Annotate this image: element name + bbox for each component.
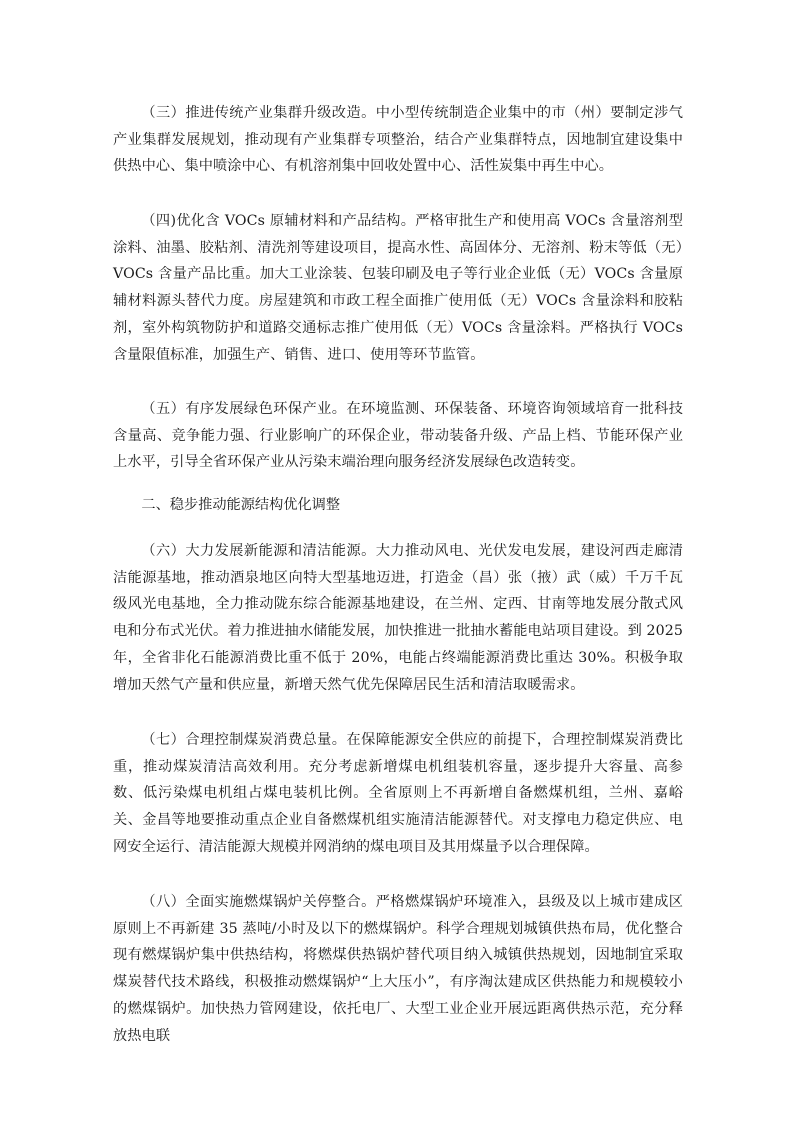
- paragraph-8-coal-boilers: （八）全面实施燃煤锅炉关停整合。严格燃煤锅炉环境准入，县级及以上城市建成区原则上不再新建 35 蒸吨/小时及以下的燃煤锅炉。科学合理规划城镇供热布局，优化整合现有燃煤锅炉集中供热结构，将燃煤供热锅炉替代项目纳入城镇供热规划，因地制宜采取煤炭替代技术路线，积极推动燃煤锅炉“上大压小”，有序淘汰建成区供热能力和规模较小的燃煤锅炉。加快热力管网建设，依托电厂、大型工业企业开展远距离供热示范，充分释放热电联: [113, 894, 683, 1044]
- paragraph-6-new-energy: （六）大力发展新能源和清洁能源。大力推动风电、光伏发电发展，建设河西走廊清洁能源基地，推动酒泉地区向特大型基地迈进，打造金（昌）张（掖）武（威）千万千瓦级风光电基地，全力推动陇东综合能源基地建设，在兰州、定西、甘南等地发展分散式风电和分布式光伏。着力推进抽水储能发展，加快推进一批抽水蓄能电站项目建设。到 2025 年，全省非化石能源消费比重不低于 20%，电能占终端能源消费比重达 30%。积极争取增加天然气产量和供应量，新增天然气优先保障居民生活和清洁取暖需求。: [113, 543, 683, 693]
- paragraph-3-industrial-clusters: （三）推进传统产业集群升级改造。中小型传统制造企业集中的市（州）要制定涉气产业集群发展规划，推动现有产业集群专项整治，结合产业集群特点，因地制宜建设集中供热中心、集中喷涂中心、有机溶剂集中回收处置中心、活性炭集中再生中心。: [113, 105, 683, 175]
- paragraph-5-green-industry: （五）有序发展绿色环保产业。在环境监测、环保装备、环境咨询领域培育一批科技含量高、竞争能力强、行业影响广的环保企业，带动装备升级、产品上档、节能环保产业上水平，引导全省环保产业从污染末端治理向服务经济发展绿色改造转变。: [113, 401, 683, 471]
- paragraph-4-vocs-materials: （四)优化含 VOCs 原辅材料和产品结构。严格审批生产和使用高 VOCs 含量溶剂型涂料、油墨、胶粘剂、清洗剂等建设项目，提高水性、高固体分、无溶剂、粉末等低（无）VOCs 含量产品比重。加大工业涂装、包装印刷及电子等行业企业低（无）VOCs 含量原辅材料源头替代力度。房屋建筑和市政工程全面推广使用低（无）VOCs 含量涂料和胶粘剂，室外构筑物防护和道路交通标志推广使用低（无）VOCs 含量涂料。严格执行 VOCs 含量限值标准，加强生产、销售、进口、使用等环节监管。: [113, 213, 683, 363]
- section-heading-energy-structure: 二、稳步推动能源结构优化调整: [141, 497, 341, 513]
- paragraph-7-coal-consumption: （七）合理控制煤炭消费总量。在保障能源安全供应的前提下，合理控制煤炭消费比重，推动煤炭清洁高效利用。充分考虑新增煤电机组装机容量，逐步提升大容量、高参数、低污染煤电机组占煤电装机比例。全省原则上不再新增自备燃煤机组，兰州、嘉峪关、金昌等地要推动重点企业自备燃煤机组实施清洁能源替代。对支撑电力稳定供应、电网安全运行、清洁能源大规模并网消纳的煤电项目及其用煤量予以合理保障。: [113, 732, 683, 855]
